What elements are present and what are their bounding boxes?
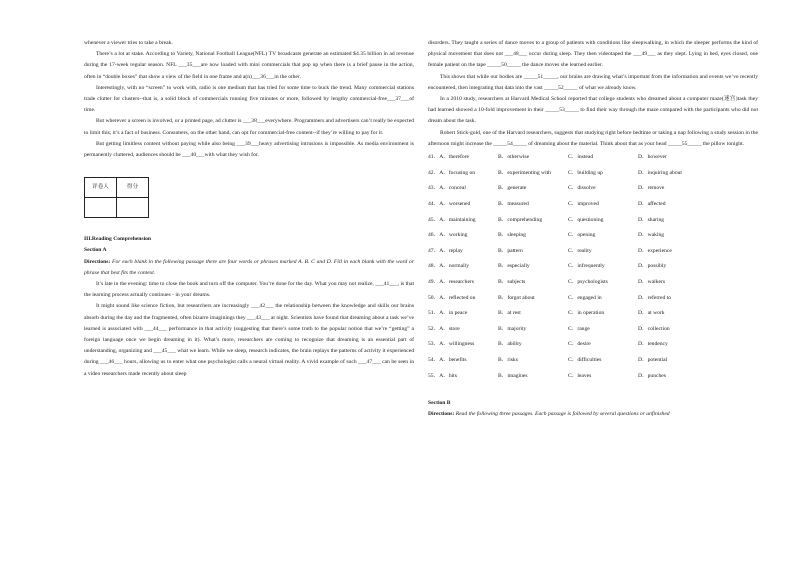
option-choice: C．leaves [568,372,592,379]
option-choice: B．generate [498,185,527,192]
paragraph: disorders. They taught a series of dance moves to a group of patients with conditions like sleepwalking, in which the sleeper performs the kind of physical movement that does not ___48___ occur during sleep. They then videotaped the ___49___ as they slept. Lying in bed, eyes closed, one female patient on the tape _____50_____ the dance moves she learned earlier. [428,40,758,69]
paragraph: Interestingly, with no “screen” to work with, radio is one medium that has tried for some time to buck the trend. Many commercial stations trade clutter for clusters--that is, a solid block of commercials running five minutes or more, followed by lengthy commercial-free___37___of time. [84,84,414,114]
directions-b-text: Read the following three passages. Each passage is followed by several questions or unfinished [455,411,670,418]
option-row [428,322,758,338]
option-row [428,337,758,353]
option-row [428,259,758,275]
paragraph: But wherever a screen is involved, or a printed page, ad clutter is ___38___everywhere. Programmers and advertisers can’t really be expected to limit this; it’s a fact of business. Consumers, on the other hand, can opt for commercial-free content--if they’re willing to pay for it. [84,118,414,136]
option-choice: C．psychologists [568,278,608,285]
score-cell [117,198,149,218]
option-row [428,150,758,166]
directions [84,257,414,279]
paragraph: In a 2010 study, researchers at Harvard Medical School reported that college students who dreamed about a computer maze(迷宫)task they had learned showed a 10-fold improvement in their _____53_____ to find their way through the maze compared with the participants who did not dream about the task. [428,96,758,125]
option-row [428,228,758,244]
option-choice: 55．A．hits [428,372,457,379]
grader-label: 评卷人 [85,178,117,198]
option-choice: B．majority [498,325,527,332]
option-row [428,181,758,197]
option-choice: B．at rest [498,310,521,317]
option-choice: D．at work [638,310,665,317]
option-choice: 42．A．focusing on [428,169,476,176]
options-list [428,150,758,384]
option-choice: C．opening [568,232,596,239]
option-choice: D．however [638,154,667,161]
option-choice: B．otherwise [498,154,530,161]
option-choice: 48．A．normally [428,263,470,270]
option-row [428,306,758,322]
option-choice: 41．A．therefore [428,154,470,161]
option-choice: D．affected [638,201,666,207]
paragraph: It might sound like science fiction, but researchers are increasingly ___42___ the relationship between the knowledge and skills our brains absorb during the day and the fragmented, often bizarre imaginings they ___43___ at night. Scientists have found that dreaming about a task we’ve learned is associated with ___44___ performance in that activity (suggesting that there’s some truth to the popular notion that we’re “getting” a foreign language once we begin dreaming in it). What’s more, researchers are coming to recognize that dreaming is an essential part of understanding, organizing and ___45___ what we learn. While we sleep, research indicates, the brain replays the patterns of activity it experienced during ___46___ hours, allowing us to enter what one psychologist calls a neural virtual reality. A vivid example of such ___47___ can be seen in a video researchers made recently about sleep [84,303,414,377]
option-choice: D．tendency [638,341,668,348]
option-choice: 46．A．working [428,232,468,239]
option-row [428,244,758,260]
option-row [428,197,758,213]
option-choice: C．in operation [568,310,605,317]
option-choice: D．collection [638,325,670,332]
option-choice: C．dissolve [568,185,596,192]
directions-b [428,409,758,420]
option-choice: B．experimenting with [498,169,551,176]
option-choice: 52．A．store [428,325,460,332]
section-a-title: Section A [84,247,107,254]
right-column [428,38,758,420]
score-table [84,177,149,218]
option-choice: 51．A．in peace [428,310,468,317]
option-choice: D．referred to [638,294,672,301]
section-b-title: Section B [428,399,451,406]
paragraph: It’s late in the evening: time to close the book and turn off the computer. You’re done for the day. What you may not realize, ___41___, is that the learning process actually continues - in your dreams. [84,281,414,299]
option-choice: 45．A．maintaining [428,216,476,223]
option-choice: D．possibly [638,263,667,270]
option-choice: C．questioning [568,216,604,223]
option-choice: B．risks [498,356,518,363]
option-choice: D．inquiring about [638,169,682,176]
option-choice: D．punches [638,372,666,379]
grader-cell [85,198,117,218]
directions-text: For each blank in the following passage there are four words or phrases marked A. B. C and D. Fill in each blank with the word or phrase that best fits the context. [84,258,414,276]
option-choice: C．instead [568,154,594,161]
paragraph: This shows that while our bodies are _____51_____, our brains are drawing what’s important from the information and events we’ve recently encountered, then integrating that data into the vast _____52_____ of what we already know. [428,73,758,91]
option-choice: 47．A．replay [428,247,463,254]
option-choice: C．building up [568,169,603,176]
directions-label: Directions: [84,258,111,265]
option-choice: 50．A．reflected on [428,294,476,301]
option-choice: B．sleeping [498,232,526,239]
option-choice: 54．A．benefits [428,356,467,363]
option-choice: C．difficulties [568,356,602,363]
option-choice: 43．A．conceal [428,185,466,192]
option-choice: D．potential [638,356,668,363]
option-choice: C．reality [568,247,592,254]
option-row [428,368,758,384]
option-choice: C．desire [568,341,591,348]
option-choice: C．improved [568,201,599,207]
option-choice: B．pattern [498,247,523,254]
score-label: 得分 [117,178,149,198]
option-row [428,353,758,369]
option-choice: B．comprehending [498,216,543,223]
directions-b-label: Directions: [428,411,455,418]
option-choice: D．waking [638,232,665,239]
paragraph: whenever a viewer tries to take a break. [84,40,173,46]
option-choice: B．imagines [498,372,528,379]
paragraph: But getting limitless content without paying while also being ___39___heavy advertising intrusions is impossible. As media environment is permanently cluttered, audiences should be ___40___with what they wish for. [84,140,414,159]
option-choice: 49．A．researchers [428,278,474,285]
option-choice: B．measured [498,201,529,207]
option-row [428,290,758,306]
option-choice: C．range [568,325,590,332]
option-choice: B．forgot about [498,294,535,301]
left-column [84,38,414,380]
option-row [428,212,758,228]
option-choice: D．experience [638,247,672,254]
section-title: III.Reading Comprehension [84,236,152,243]
option-choice: C．infrequently [568,263,605,270]
option-choice: B．subjects [498,278,526,285]
option-row [428,275,758,291]
option-choice: C．engaged in [568,294,602,301]
option-choice: D．remove [638,185,665,192]
option-choice: B．ability [498,341,522,348]
paragraph: There’s a lot at stake. According to Variety, National Football League(NFL) TV broadcasts generate an estimated $4.35 billion in ad revenue during the 17-week regular season. NFL ___35___are now loaded with mini commercials that pop up when there is a brief pause in the action, often in “double boxes” that show a view of the field in one frame and a(n)___36___in the other. [84,51,414,80]
option-choice: 53．A．willingness [428,341,475,348]
option-row [428,166,758,182]
option-choice: 44．A．worsened [428,201,471,207]
option-choice: D．sharing [638,216,665,223]
paragraph: Robert Stick-gold, one of the Harvard researchers, suggests that studying right before bedtime or taking a nap following a study session in the afternoon might increase the _____54_____ of dreaming about the material. Think about that as your head _____55_____ the pillow tonight. [428,129,758,147]
option-choice: D．walkers [638,278,666,285]
option-choice: B．especially [498,263,530,270]
